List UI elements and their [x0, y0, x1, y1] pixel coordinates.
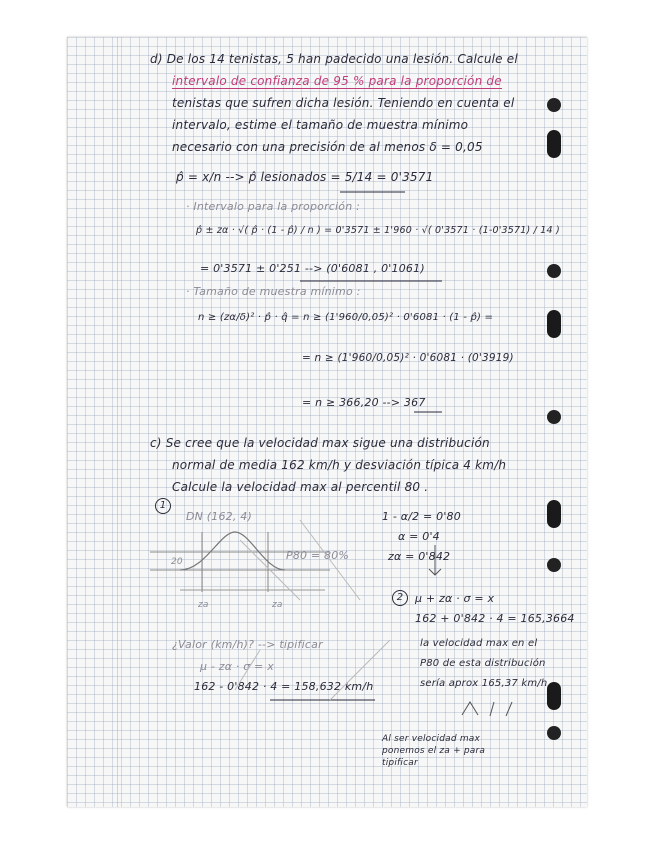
interval-heading: · Intervalo para la proporción : [186, 200, 360, 213]
conclusion-line-3: sería aprox 165,37 km/h [420, 678, 548, 689]
question-c-line-2: normal de media 162 km/h y desviación típica 4 km/h [172, 458, 507, 472]
sample-size-heading: · Tamaño de muestra mínimo : [186, 285, 361, 298]
note-line-3: tipificar [382, 758, 418, 768]
question-d-line-2: intervalo de confianza de 95 % para la proporción de [172, 74, 502, 88]
step-2-computation: 162 + 0'842 · 4 = 165,3664 [415, 612, 575, 625]
conclusion-line-1: la velocidad max en el [420, 638, 538, 649]
question-c-line-3: Calcule la velocidad max al percentil 80 . [172, 480, 429, 494]
percentile-eq-3: zα = 0'842 [388, 550, 451, 563]
za-right-label: za [272, 600, 283, 610]
question-c-line-1: c) Se cree que la velocidad max sigue una distribución [150, 436, 490, 450]
note-line-2: ponemos el za + para [382, 746, 486, 756]
question-d-line-4: intervalo, estime el tamaño de muestra mínimo [172, 118, 469, 132]
za-left-label: za [198, 600, 209, 610]
step-2-marker: 2 [392, 590, 408, 606]
conclusion-line-2: P80 de esta distribución [420, 658, 546, 669]
interval-formula: p̂ ± zα · √( p̂ · (1 - p̂) / n ) = 0'3571 ± 1'960 · √( 0'3571 · (1-0'3571) / 14 ) [196, 225, 560, 236]
left-question: ¿Valor (km/h)? --> tipificar [172, 638, 323, 651]
percentile-eq-2: α = 0'4 [398, 530, 440, 543]
step-2-formula: μ + zα · σ = x [415, 592, 495, 605]
percentile-eq-1: 1 - α/2 = 0'80 [382, 510, 461, 523]
question-d-line-3: tenistas que sufren dicha lesión. Teniendo en cuenta el [172, 96, 515, 110]
distribution-label: DN (162, 4) [186, 510, 252, 523]
percentile-label: P80 = 80% [286, 549, 350, 562]
sample-size-line-2: = n ≥ (1'960/0,05)² · 0'6081 · (0'3919) [302, 352, 514, 364]
y-value-20: 20 [171, 557, 183, 567]
sample-size-line-3: = n ≥ 366,20 --> 367 [302, 396, 426, 409]
p-hat-definition: p̂ = x/n --> p̂ lesionados = 5/14 = 0'3571 [176, 170, 434, 184]
question-d-line-5: necesario con una precisión de al menos δ = 0,05 [172, 140, 483, 154]
left-formula: μ - zα · σ = x [200, 660, 274, 673]
sample-size-line-1: n ≥ (zα/δ)² · p̂ · q̂ = n ≥ (1'960/0,05)² · 0'6081 · (1 - p̂) = [198, 312, 494, 323]
note-line-1: Al ser velocidad max [382, 734, 481, 744]
step-1-marker: 1 [155, 498, 171, 514]
question-d-line-1: d) De los 14 tenistas, 5 han padecido una lesión. Calcule el [150, 52, 518, 66]
interval-result: = 0'3571 ± 0'251 --> (0'6081 , 0'1061) [200, 262, 425, 275]
left-computation: 162 - 0'842 · 4 = 158,632 km/h [194, 680, 374, 693]
